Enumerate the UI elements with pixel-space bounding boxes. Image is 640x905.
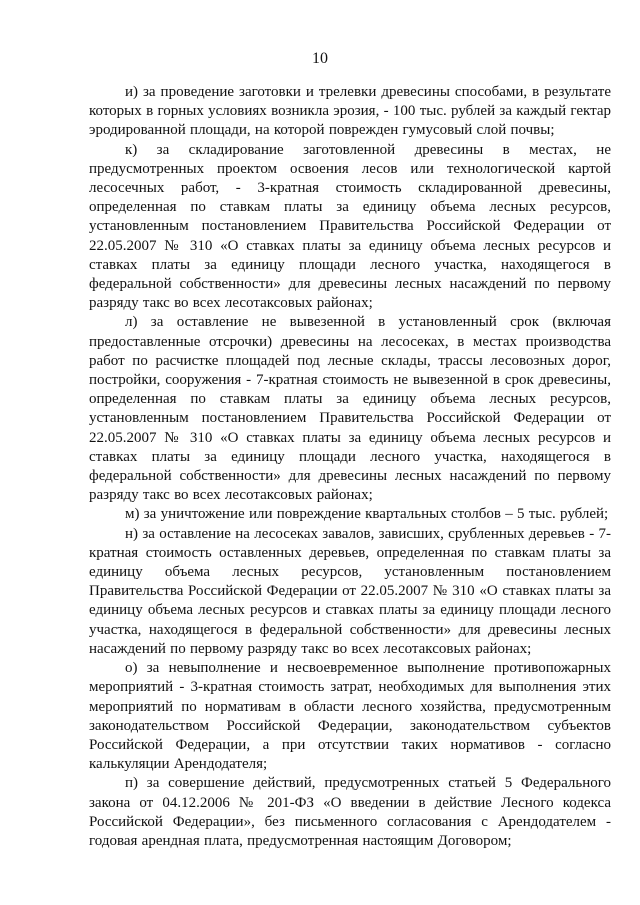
paragraph-p: п) за совершение действий, предусмотренных статьей 5 Федерального закона от 04.12.2006 № 201-ФЗ «О введении в действие Лесного кодекса Российской Федерации», без письменного согласования с Арендодателем - годовая арендная плата, предусмотренная настоящим Договором; bbox=[89, 775, 611, 849]
paragraph-o: о) за невыполнение и несвоевременное выполнение противопожарных мероприятий - 3-кратная стоимость затрат, необходимых для выполнения этих мероприятий по нормативам в области лесного хозяйства, предусмотренным законодательством Российской Федерации, законодательством субъектов Российской Федерации, а при отсутствии таких нормативов - согласно калькуляции Арендодателя; bbox=[89, 660, 611, 773]
paragraph-l: л) за оставление не вывезенной в установленный срок (включая предоставленные отсрочки) древесины на лесосеках, в местах производства работ по расчистке площадей под лесные склады, трассы лесовозных дорог, постройки, сооружения - 7-кратная стоимость не вывезенной в срок древесины, определенная по ставкам платы за единицу объема лесных ресурсов, установленным постановлением Правительства Российской Федерации от 22.05.2007 № 310 «О ставках платы за единицу объема лесных ресурсов и ставках платы за единицу площади лесного участка, находящегося в федеральной собственности» для древесины лесных насаждений по первому разряду такс во всех лесотаксовых районах; bbox=[89, 314, 611, 504]
page-number: 10 bbox=[312, 50, 328, 67]
document-body bbox=[89, 83, 611, 851]
paragraph-n: н) за оставление на лесосеках завалов, зависших, срубленных деревьев - 7-кратная стоимость оставленных деревьев, определенная по ставкам платы за единицу объема лесных ресурсов, установленным постановлением Правительства Российской Федерации от 22.05.2007 № 310 «О ставках платы за единицу объема лесных ресурсов и ставках платы за единицу площади лесного участка, находящегося в федеральной собственности» для древесины лесных насаждений по первому разряду такс во всех лесотаксовых районах; bbox=[89, 525, 611, 657]
paragraph-i: и) за проведение заготовки и трелевки древесины способами, в результате которых в горных условиях возникла эрозия, - 100 тыс. рублей за каждый гектар эродированной площади, на которой поврежден гумусовый слой почвы; bbox=[89, 84, 611, 139]
paragraph-k: к) за складирование заготовленной древесины в местах, не предусмотренных проектом освоения лесов или технологической картой лесосечных работ, - 3-кратная стоимость складированной древесины, определенная по ставкам платы за единицу объема лесных ресурсов, установленным постановлением Правительства Российской Федерации от 22.05.2007 № 310 «О ставках платы за единицу объема лесных ресурсов и ставках платы за единицу площади лесного участка, находящегося в федеральной собственности» для древесины лесных насаждений по первому разряду такс во всех лесотаксовых районах; bbox=[89, 141, 611, 312]
paragraph-m: м) за уничтожение или повреждение квартальных столбов – 5 тыс. рублей; bbox=[125, 506, 609, 523]
